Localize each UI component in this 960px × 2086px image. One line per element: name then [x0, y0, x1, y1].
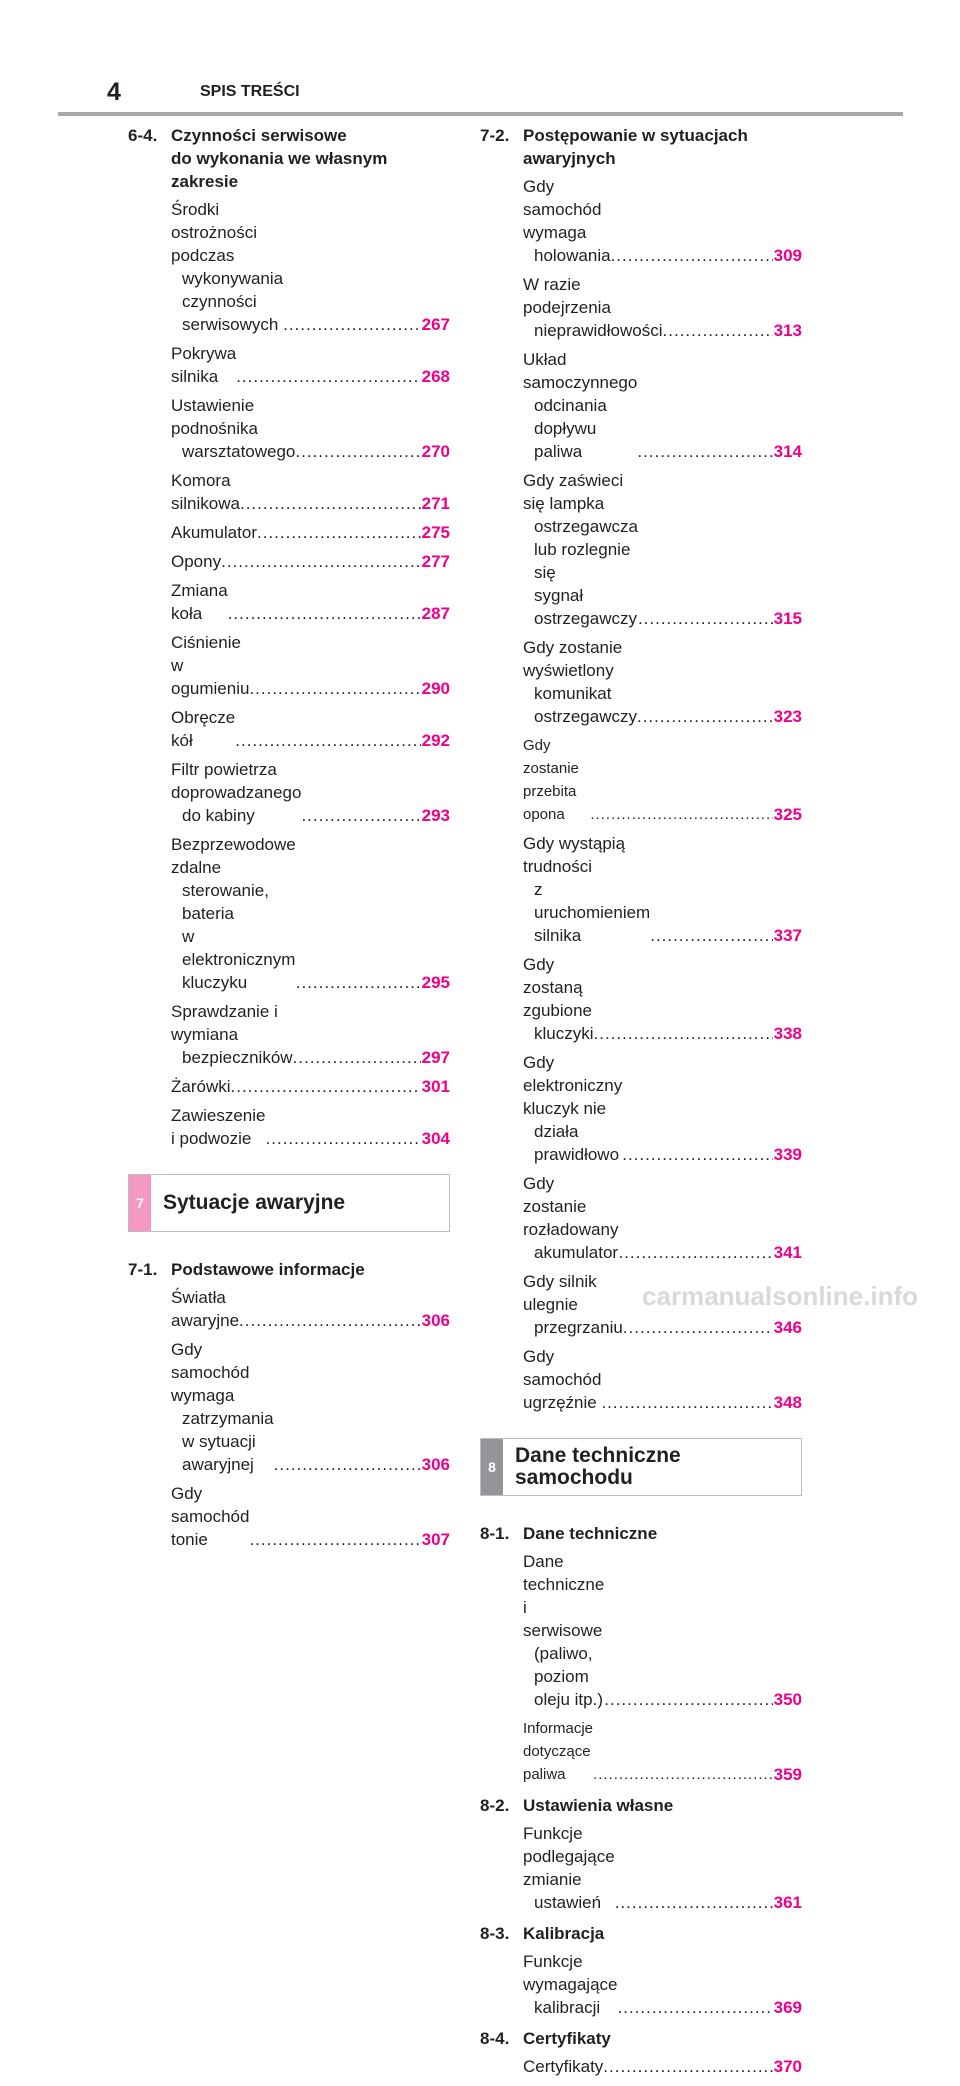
entry-page-number[interactable]: 337	[773, 926, 802, 945]
entry-title: Akumulator	[171, 523, 257, 542]
entry-title: Gdy zostaną zgubione kluczyki	[523, 955, 594, 1043]
dot-leader	[593, 1763, 773, 1786]
toc-entry[interactable]	[171, 394, 450, 463]
section-code: 7-1.	[128, 1260, 158, 1279]
entry-title: Funkcje podlegające zmianie ustawień	[523, 1824, 615, 1912]
dot-leader	[295, 440, 420, 463]
entry-title: W razie podejrzenia nieprawidłowości	[523, 275, 663, 340]
chapter-banner	[480, 1438, 802, 1496]
entry-page-number[interactable]: 267	[421, 315, 450, 334]
chapter-number-tab: 8	[481, 1439, 503, 1495]
entry-page-number[interactable]: 268	[421, 367, 450, 386]
section-title: Certyfikaty	[523, 2029, 611, 2048]
entry-title: Gdy wystąpią trudności z uruchomieniem silnika	[523, 834, 651, 945]
entry-page-number[interactable]: 346	[773, 1318, 802, 1337]
entry-title: Gdy zostanie przebita opona	[523, 737, 579, 823]
toc-section-7-2	[480, 124, 802, 1414]
section-code: 8-4.	[480, 2029, 510, 2048]
toc-entry[interactable]	[171, 1000, 450, 1069]
entry-title: Dane techniczne i serwisowe (paliwo, poziom oleju itp.)	[523, 1552, 605, 1709]
section-heading	[128, 124, 450, 193]
dot-leader	[590, 803, 772, 826]
entry-title: Ciśnienie w ogumieniu	[171, 633, 250, 698]
section-title: Podstawowe informacje	[171, 1260, 365, 1279]
toc-entry[interactable]	[523, 2055, 802, 2078]
dot-leader	[604, 1688, 772, 1711]
page-title: SPIS TREŚCI	[200, 83, 300, 100]
entry-title: Zmiana koła	[171, 581, 228, 623]
toc-entry[interactable]	[523, 273, 802, 342]
entry-title: Pokrywa silnika	[171, 344, 237, 386]
dot-leader	[594, 1022, 773, 1045]
entry-title: Układ samoczynnego odcinania dopływu paliwa	[523, 350, 638, 461]
dot-leader	[236, 365, 420, 388]
entry-page-number[interactable]: 370	[773, 2057, 802, 2076]
dot-leader	[637, 440, 772, 463]
entry-title: Komora silnikowa	[171, 471, 240, 513]
toc-entry[interactable]	[171, 469, 450, 515]
chapter-title: Sytuacje awaryjne	[163, 1191, 346, 1214]
entry-page-number[interactable]: 306	[421, 1455, 450, 1474]
toc-entry[interactable]	[523, 1345, 802, 1414]
dot-leader	[650, 924, 772, 947]
section-heading	[480, 2027, 802, 2050]
toc-section-8-1	[480, 1522, 802, 1786]
entry-page-number[interactable]: 341	[773, 1243, 802, 1262]
entry-page-number[interactable]: 348	[773, 1393, 802, 1412]
entry-title: Gdy samochód wymaga zatrzymania w sytuacji awaryjnej	[171, 1340, 274, 1474]
dot-leader	[249, 677, 420, 700]
entry-page-number[interactable]: 309	[773, 246, 802, 265]
entry-title: Obręcze kół	[171, 708, 236, 750]
toc-section-8-3	[480, 1922, 802, 2019]
entry-page-number[interactable]: 361	[773, 1893, 802, 1912]
toc-entry[interactable]	[523, 348, 802, 463]
toc-entry[interactable]	[171, 833, 450, 994]
toc-column-right	[480, 124, 802, 2086]
entry-title: Gdy zaświeci się lampka ostrzegawcza lub rozlegnie się sygnał ostrzegawczy	[523, 471, 638, 628]
dot-leader	[301, 804, 420, 827]
dot-leader	[603, 2055, 772, 2078]
entry-page-number[interactable]: 271	[421, 494, 450, 513]
section-title: Postępowanie w sytuacjach awaryjnych	[523, 126, 748, 168]
section-code: 8-2.	[480, 1796, 510, 1815]
entry-page-number[interactable]: 350	[773, 1690, 802, 1709]
page-number: 4	[107, 78, 121, 106]
header-rule	[58, 112, 903, 116]
chapter-number-tab: 7	[129, 1175, 151, 1231]
dot-leader	[622, 1143, 772, 1166]
entry-page-number[interactable]: 293	[421, 806, 450, 825]
section-title: Ustawienia własne	[523, 1796, 674, 1815]
entry-page-number[interactable]: 275	[421, 523, 450, 542]
entry-page-number[interactable]: 306	[421, 1311, 450, 1330]
entry-page-number[interactable]: 314	[773, 442, 802, 461]
dot-leader	[235, 729, 420, 752]
toc-entry[interactable]	[523, 636, 802, 728]
toc-section-8-4	[480, 2027, 802, 2078]
section-code: 8-1.	[480, 1524, 510, 1543]
watermark: carmanualsonline.info	[642, 1281, 918, 1311]
entry-page-number[interactable]: 287	[421, 604, 450, 623]
entry-title: Gdy zostanie wyświetlony komunikat ostrzegawczy	[523, 638, 637, 726]
dot-leader	[601, 1391, 772, 1414]
section-heading	[480, 1522, 802, 1545]
entry-title: Bezprzewodowe zdalne sterowanie, bateria w elektronicznym kluczyku	[171, 835, 296, 992]
dot-leader	[266, 1127, 421, 1150]
entry-title: Gdy samochód wymaga holowania	[523, 177, 611, 265]
toc-entry[interactable]	[523, 1822, 802, 1914]
toc-entry[interactable]	[171, 758, 450, 827]
toc-entry[interactable]	[171, 631, 450, 700]
entry-page-number[interactable]: 290	[421, 679, 450, 698]
entry-title: Ustawienie podnośnika warsztatowego	[171, 396, 296, 461]
dot-leader	[615, 1891, 773, 1914]
entry-title: Światła awaryjne	[171, 1288, 240, 1330]
toc-section-6-4	[128, 124, 450, 1150]
toc-entry[interactable]	[171, 1104, 450, 1150]
dot-leader	[637, 705, 773, 728]
chapter-banner	[128, 1174, 450, 1232]
toc-entry[interactable]	[171, 579, 450, 625]
entry-title: Certyfikaty	[523, 2057, 604, 2076]
entry-page-number[interactable]: 292	[421, 731, 450, 750]
toc-entry[interactable]	[523, 953, 802, 1045]
entry-page-number[interactable]: 315	[773, 609, 802, 628]
chapter-title: Dane techniczne samochodu	[515, 1444, 681, 1489]
entry-page-number[interactable]: 369	[773, 1998, 802, 2017]
entry-title: Sprawdzanie i wymiana bezpieczników	[171, 1002, 293, 1067]
dot-leader	[618, 1996, 773, 2019]
entry-title: Funkcje wymagające kalibracji	[523, 1952, 618, 2017]
entry-title: Żarówki	[171, 1077, 231, 1096]
toc-entry[interactable]	[523, 832, 802, 947]
entry-page-number[interactable]: 295	[421, 973, 450, 992]
toc-section-8-2	[480, 1794, 802, 1914]
entry-title: Gdy samochód ugrzęźnie	[523, 1347, 602, 1412]
entry-title: Gdy zostanie rozładowany akumulator	[523, 1174, 619, 1262]
section-heading	[480, 124, 802, 170]
toc-column-left	[128, 124, 450, 1559]
entry-title: Zawieszenie i podwozie	[171, 1106, 266, 1148]
section-code: 7-2.	[480, 126, 510, 145]
toc-entry[interactable]	[523, 469, 802, 630]
dot-leader	[293, 1046, 421, 1069]
toc-entry[interactable]	[171, 198, 450, 336]
dot-leader	[240, 492, 421, 515]
dot-leader	[611, 244, 773, 267]
dot-leader	[623, 1316, 773, 1339]
section-heading	[480, 1794, 802, 1817]
toc-entry[interactable]	[171, 1482, 450, 1551]
entry-title: Filtr powietrza doprowadzanego do kabiny	[171, 760, 302, 825]
dot-leader	[249, 1528, 420, 1551]
section-heading	[480, 1922, 802, 1945]
entry-page-number[interactable]: 270	[421, 442, 450, 461]
section-title: Dane techniczne	[523, 1524, 658, 1543]
entry-title: Gdy samochód tonie	[171, 1484, 250, 1549]
entry-page-number[interactable]: 313	[773, 321, 802, 340]
entry-title: Gdy elektroniczny kluczyk nie działa prawidłowo	[523, 1053, 623, 1164]
entry-page-number[interactable]: 359	[773, 1765, 802, 1784]
entry-page-number[interactable]: 304	[421, 1129, 450, 1148]
toc-entry[interactable]	[523, 1950, 802, 2019]
entry-title: Środki ostrożności podczas wykonywania czynności serwisowych	[171, 200, 284, 334]
toc-entry[interactable]	[171, 1286, 450, 1332]
entry-title: Informacje dotyczące paliwa	[523, 1720, 594, 1783]
section-code: 6-4.	[128, 126, 158, 145]
dot-leader	[274, 1453, 421, 1476]
dot-leader	[228, 602, 421, 625]
section-code: 8-3.	[480, 1924, 510, 1943]
toc-entry[interactable]	[523, 1717, 802, 1786]
toc-entry[interactable]	[523, 1550, 802, 1711]
toc-entry[interactable]	[523, 1172, 802, 1264]
section-title: Czynności serwisowe do wykonania we własnym zakresie	[171, 126, 388, 191]
entry-page-number[interactable]: 301	[421, 1077, 450, 1096]
dot-leader	[638, 607, 773, 630]
dot-leader	[231, 1075, 421, 1098]
toc-entry[interactable]	[171, 1075, 450, 1098]
entry-page-number[interactable]: 338	[773, 1024, 802, 1043]
entry-title: Gdy silnik ulegnie przegrzaniu	[523, 1272, 623, 1337]
toc-entry[interactable]	[171, 342, 450, 388]
dot-leader	[618, 1241, 772, 1264]
dot-leader	[283, 313, 421, 336]
dot-leader	[663, 319, 773, 342]
toc-entry[interactable]	[171, 550, 450, 573]
entry-page-number[interactable]: 297	[421, 1048, 450, 1067]
toc-section-7-1	[128, 1258, 450, 1551]
dot-leader	[296, 971, 421, 994]
toc-entry[interactable]	[523, 1051, 802, 1166]
toc-entry[interactable]	[171, 1338, 450, 1476]
entry-page-number[interactable]: 277	[421, 552, 450, 571]
dot-leader	[221, 550, 421, 573]
entry-page-number[interactable]: 325	[773, 805, 802, 824]
toc-entry[interactable]	[523, 734, 802, 826]
entry-page-number[interactable]: 307	[421, 1530, 450, 1549]
entry-page-number[interactable]: 323	[773, 707, 802, 726]
toc-entry[interactable]	[523, 175, 802, 267]
dot-leader	[257, 521, 421, 544]
toc-entry[interactable]	[171, 521, 450, 544]
entry-page-number[interactable]: 339	[773, 1145, 802, 1164]
entry-title: Opony	[171, 552, 222, 571]
section-title: Kalibracja	[523, 1924, 605, 1943]
toc-entry[interactable]	[171, 706, 450, 752]
dot-leader	[239, 1309, 421, 1332]
section-heading	[128, 1258, 450, 1281]
